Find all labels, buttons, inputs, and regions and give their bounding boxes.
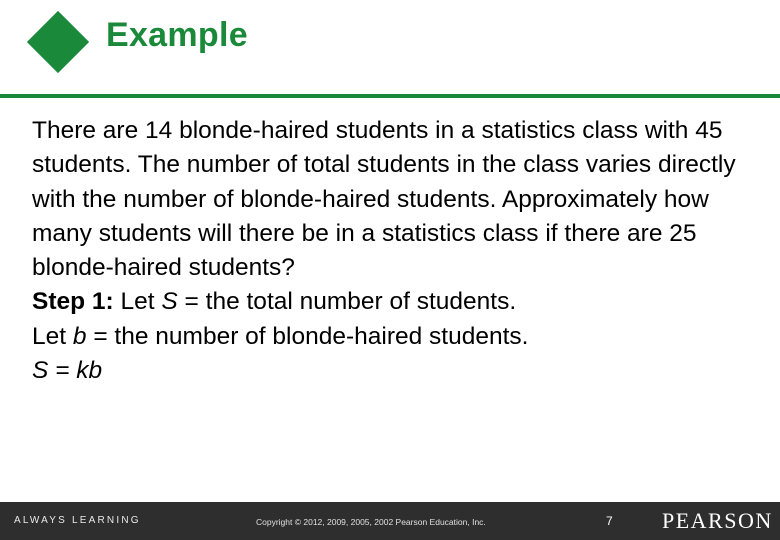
line-2-definition: = the number of blonde-haired students. [86,322,529,350]
step-1-label: Step 1: [32,288,114,316]
problem-paragraph: There are 14 blonde-haired students in a statistics class with 45 students. The number of total students in the class varies directly with the number of blonde-haired students. Approximately how many students will there be in a statistics class if there are 25 blonde-haired students? [32,117,736,282]
page-number: 7 [606,514,613,528]
step-1-line [32,285,768,319]
variable-b-line [32,320,768,354]
step-1-let: Let [120,288,162,316]
line-2-let: Let [32,322,73,350]
slide-title: Example [106,16,248,54]
step-1-spacer [114,288,121,315]
always-learning-tagline: ALWAYS LEARNING [14,515,141,526]
footer-bar [0,502,780,540]
equation: S = kb [32,357,103,385]
step-1-definition: = the total number of students. [177,288,517,316]
equation-line [32,354,768,388]
title-divider [0,94,780,98]
slide-body [32,114,768,388]
variable-b: b [72,322,87,350]
pearson-logo: PEARSON [662,508,773,533]
title-diamond-icon [27,11,89,73]
copyright-notice: Copyright © 2012, 2009, 2005, 2002 Pearson Education, Inc. [256,517,486,527]
variable-s: S [161,288,178,316]
